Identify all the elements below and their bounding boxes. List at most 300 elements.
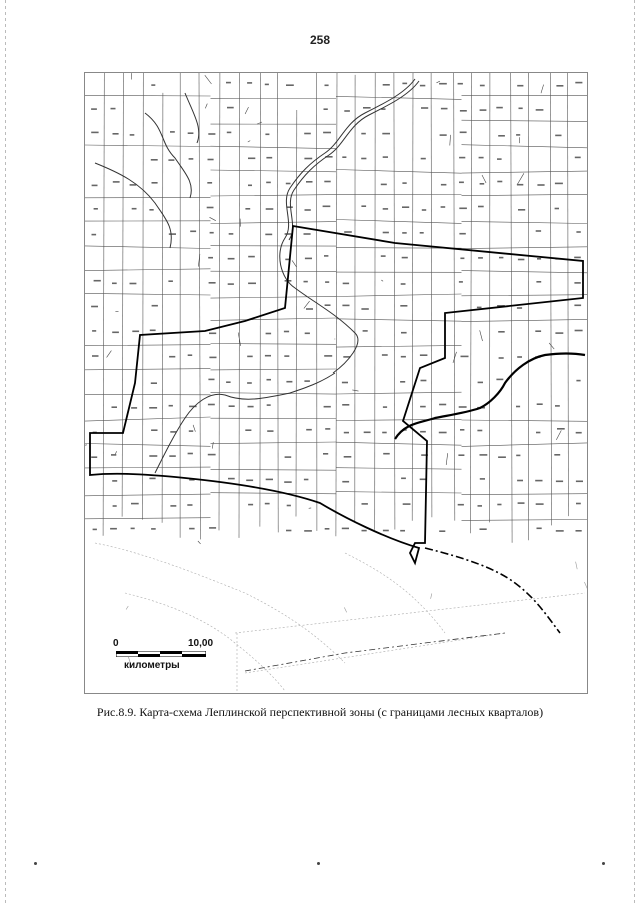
quarter-number-mark (169, 405, 173, 407)
quarter-number-mark (478, 206, 484, 208)
quarter-line-horizontal (211, 369, 337, 370)
quarter-number-mark (304, 479, 309, 481)
quarter-number-mark (342, 528, 349, 530)
quarter-number-mark (132, 208, 137, 210)
quarter-number-mark (229, 405, 235, 407)
quarter-number-mark (383, 208, 388, 210)
quarter-number-mark (286, 183, 291, 185)
quarter-number-mark (325, 528, 330, 530)
quarter-number-mark (420, 85, 425, 87)
quarter-number-mark (383, 84, 390, 86)
quarter-number-mark (576, 481, 583, 483)
quarter-number-mark (363, 107, 371, 109)
quarter-number-mark (325, 281, 329, 283)
quarter-number-mark (150, 330, 156, 332)
quarter-number-mark (130, 184, 137, 186)
quarter-number-mark (110, 528, 117, 530)
quarter-number-mark (209, 527, 216, 529)
quarter-line-vertical (412, 73, 413, 521)
quarter-number-mark (323, 206, 331, 208)
quarter-number-mark (94, 280, 101, 282)
quarter-number-mark (265, 234, 272, 236)
quarter-number-mark (496, 379, 503, 381)
quarter-number-mark (304, 380, 310, 382)
page-edge-right (634, 0, 635, 905)
quarter-number-mark (246, 480, 253, 482)
quarter-number-mark (151, 382, 157, 384)
quarter-number-mark (342, 156, 346, 158)
quarter-number-mark (479, 157, 484, 159)
page-mark (317, 862, 320, 865)
quarter-number-mark (131, 503, 139, 505)
quarter-number-mark (344, 456, 352, 458)
quarter-number-mark (574, 282, 580, 284)
quarter-number-mark (480, 454, 488, 456)
quarter-number-mark (131, 407, 137, 409)
quarter-number-mark (149, 209, 153, 211)
quarter-number-mark (460, 258, 464, 260)
quarter-line-vertical (260, 73, 261, 527)
quarter-number-mark (382, 133, 390, 135)
quarter-number-mark (285, 456, 292, 458)
quarter-number-mark (575, 330, 583, 332)
forest-map (84, 72, 588, 694)
quarter-number-mark (576, 231, 580, 233)
quarter-number-mark (284, 331, 289, 333)
quarter-line-vertical (277, 73, 278, 532)
quarter-number-mark (536, 281, 541, 283)
quarter-number-mark (498, 135, 505, 137)
quarter-number-mark (286, 84, 294, 86)
quarter-number-mark (574, 257, 581, 259)
quarter-number-mark (304, 233, 311, 235)
quarter-number-mark (131, 528, 135, 530)
quarter-number-mark (400, 381, 405, 383)
quarter-number-mark (402, 83, 407, 85)
quarter-number-mark (478, 505, 483, 507)
quarter-number-mark (557, 428, 565, 430)
map-stroke (431, 594, 432, 599)
map-stroke (248, 141, 250, 142)
quarter-number-mark (499, 357, 504, 359)
quarter-number-mark (151, 429, 157, 431)
quarter-number-mark (324, 406, 331, 408)
quarter-number-mark (324, 108, 328, 110)
quarter-line-horizontal (211, 170, 337, 172)
quarter-number-mark (421, 158, 426, 160)
quarter-number-mark (439, 83, 447, 85)
quarter-number-mark (92, 330, 96, 332)
quarter-number-mark (149, 455, 157, 457)
quarter-number-mark (517, 307, 522, 309)
quarter-number-mark (112, 283, 117, 285)
quarter-number-mark (439, 432, 447, 434)
map-stroke (517, 173, 524, 185)
quarter-number-mark (210, 232, 214, 234)
quarter-number-mark (459, 182, 464, 184)
quarter-line-horizontal (211, 469, 337, 470)
quarter-number-mark (228, 283, 234, 285)
quarter-number-mark (152, 305, 158, 307)
quarter-number-mark (305, 209, 311, 211)
quarter-number-mark (383, 453, 390, 455)
quarter-number-mark (113, 181, 120, 183)
map-stroke (193, 425, 195, 432)
quarter-number-mark (556, 85, 563, 87)
quarter-number-mark (286, 206, 292, 208)
map-stroke (482, 175, 486, 183)
quarter-number-mark (324, 255, 328, 257)
map-stroke (437, 81, 441, 83)
quarter-line-vertical (199, 73, 201, 539)
quarter-number-mark (460, 132, 467, 134)
quarter-number-mark (266, 182, 271, 184)
quarter-line-vertical (550, 73, 551, 525)
map-stroke (205, 104, 207, 109)
quarter-number-mark (401, 478, 406, 480)
quarter-number-mark (286, 381, 292, 383)
quarter-number-mark (91, 132, 98, 134)
quarter-number-mark (111, 108, 116, 110)
quarter-number-mark (113, 505, 117, 507)
quarter-number-mark (361, 158, 366, 160)
quarter-number-mark (402, 206, 409, 208)
quarter-number-mark (537, 403, 543, 405)
quarter-number-mark (536, 109, 544, 111)
quarter-number-mark (574, 305, 581, 307)
quarter-number-mark (555, 332, 563, 334)
map-stroke (210, 217, 216, 220)
quarter-number-mark (170, 505, 176, 507)
quarter-number-mark (383, 232, 389, 234)
quarter-number-mark (536, 503, 544, 505)
quarter-number-mark (267, 430, 273, 432)
quarter-number-mark (342, 404, 349, 406)
quarter-number-mark (420, 406, 426, 408)
quarter-number-mark (248, 406, 254, 408)
quarter-number-mark (362, 503, 368, 505)
quarter-number-mark (478, 382, 483, 384)
quarter-number-mark (306, 181, 313, 183)
quarter-number-mark (497, 158, 502, 160)
quarter-number-mark (459, 233, 465, 235)
map-stroke (541, 85, 544, 94)
quarter-number-mark (207, 182, 212, 184)
quarter-number-mark (460, 429, 464, 431)
quarter-number-mark (265, 355, 271, 357)
quarter-number-mark (342, 305, 349, 307)
quarter-number-mark (480, 528, 487, 530)
quarter-line-horizontal (85, 444, 211, 447)
quarter-number-mark (555, 135, 561, 137)
quarter-number-mark (382, 354, 388, 356)
quarter-number-mark (535, 330, 541, 332)
quarter-number-mark (265, 134, 269, 136)
quarter-number-mark (189, 158, 194, 160)
quarter-number-mark (207, 207, 214, 209)
quarter-number-mark (170, 431, 176, 433)
quarter-line-horizontal (462, 194, 588, 195)
quarter-number-mark (324, 355, 332, 357)
quarter-number-mark (518, 209, 525, 211)
quarter-number-mark (208, 404, 215, 406)
quarter-number-mark (91, 306, 98, 308)
quarter-number-mark (536, 230, 541, 232)
quarter-number-mark (229, 233, 234, 235)
quarter-number-mark (576, 503, 581, 505)
quarter-number-mark (151, 84, 155, 86)
quarter-line-vertical (219, 73, 220, 530)
quarter-number-mark (478, 257, 483, 259)
quarter-number-mark (499, 257, 503, 259)
dash-dot-road (425, 548, 560, 633)
quarter-line-vertical (568, 73, 569, 516)
quarter-number-mark (188, 453, 193, 455)
quarter-number-mark (480, 109, 487, 111)
quarter-number-mark (91, 108, 97, 110)
quarter-number-mark (517, 184, 523, 186)
quarter-number-mark (91, 456, 97, 458)
quarter-number-mark (361, 133, 366, 135)
quarter-number-mark (516, 134, 520, 136)
quarter-line-vertical (431, 73, 432, 517)
quarter-number-mark (440, 134, 447, 136)
quarter-number-mark (537, 528, 542, 530)
quarter-number-mark (342, 481, 349, 483)
quarter-line-vertical (511, 73, 512, 543)
quarter-number-mark (441, 108, 448, 110)
quarter-number-mark (92, 185, 98, 187)
quarter-line-horizontal (85, 467, 211, 468)
quarter-number-mark (304, 133, 311, 135)
quarter-line-horizontal (85, 417, 211, 421)
quarter-number-mark (247, 382, 252, 384)
quarter-number-mark (94, 208, 98, 210)
quarter-line-horizontal (85, 494, 211, 496)
quarter-number-mark (304, 158, 312, 160)
quarter-number-mark (400, 305, 407, 307)
quarter-number-mark (325, 304, 331, 306)
map-stroke (584, 582, 587, 590)
quarter-number-mark (306, 429, 312, 431)
quarter-line-horizontal (211, 222, 337, 224)
quarter-number-mark (208, 257, 213, 259)
map-stroke (480, 330, 483, 341)
page-mark (602, 862, 605, 865)
quarter-number-mark (402, 232, 407, 234)
quarter-number-mark (556, 530, 564, 532)
scale-bar (116, 651, 206, 657)
quarter-number-mark (208, 379, 214, 381)
quarter-line-vertical (375, 73, 376, 530)
quarter-number-mark (168, 280, 173, 282)
quarter-number-mark (458, 504, 464, 506)
quarter-line-horizontal (211, 344, 337, 345)
quarter-number-mark (209, 357, 216, 359)
quarter-line-horizontal (85, 95, 211, 96)
quarter-number-mark (93, 529, 97, 531)
quarter-number-mark (576, 530, 582, 532)
quarter-number-mark (536, 432, 540, 434)
quarter-line-vertical (394, 73, 395, 530)
page-edge-left (5, 0, 6, 905)
quarter-number-mark (169, 455, 176, 457)
quarter-number-mark (266, 208, 274, 210)
quarter-number-mark (537, 184, 544, 186)
quarter-number-mark (189, 430, 193, 432)
quarter-number-mark (151, 159, 158, 161)
quarter-number-mark (208, 159, 214, 161)
quarter-line-horizontal (85, 518, 211, 519)
quarter-line-horizontal (211, 393, 337, 395)
quarter-number-mark (227, 107, 234, 109)
quarter-number-mark (439, 404, 446, 406)
quarter-number-mark (112, 332, 119, 334)
map-stroke (556, 430, 561, 440)
quarter-number-mark (361, 308, 368, 310)
quarter-number-mark (516, 455, 520, 457)
quarter-number-mark (267, 404, 271, 406)
quarter-number-mark (267, 379, 272, 381)
quarter-number-mark (496, 107, 503, 109)
quarter-number-mark (208, 454, 216, 456)
quarter-line-horizontal (211, 195, 337, 196)
quarter-number-mark (245, 429, 251, 431)
quarter-number-mark (480, 478, 485, 480)
quarter-number-mark (498, 456, 506, 458)
quarter-number-mark (228, 478, 235, 480)
quarter-number-mark (477, 307, 482, 309)
quarter-number-mark (284, 355, 289, 357)
quarter-number-mark (576, 380, 580, 382)
quarter-number-mark (152, 182, 158, 184)
quarter-number-mark (325, 428, 330, 430)
quarter-number-mark (458, 83, 463, 85)
quarter-line-horizontal (462, 145, 588, 148)
quarter-number-mark (305, 333, 310, 335)
quarter-number-mark (439, 530, 445, 532)
quarter-number-mark (381, 184, 387, 186)
scale-label-zero: 0 (113, 638, 119, 649)
quarter-line-vertical (103, 73, 104, 536)
quarter-number-mark (304, 530, 312, 532)
quarter-number-mark (247, 82, 252, 84)
map-stroke (198, 541, 201, 544)
quarter-number-mark (497, 181, 502, 183)
quarter-number-mark (266, 157, 272, 159)
quarter-number-mark (441, 184, 447, 186)
quarter-number-mark (458, 454, 464, 456)
quarter-number-mark (248, 283, 256, 285)
map-stroke (205, 75, 212, 84)
map-stroke (352, 390, 358, 391)
quarter-number-mark (169, 233, 176, 235)
quarter-number-mark (480, 183, 485, 185)
quarter-number-mark (516, 406, 520, 408)
map-stroke (576, 562, 578, 570)
quarter-number-mark (517, 356, 522, 358)
quarter-number-mark (209, 333, 216, 335)
quarter-number-mark (324, 181, 330, 183)
quarter-number-mark (441, 206, 446, 208)
quarter-number-mark (361, 205, 366, 207)
quarter-number-mark (112, 480, 117, 482)
quarter-line-vertical (239, 73, 240, 538)
quarter-number-mark (401, 332, 407, 334)
map-stroke (344, 607, 346, 612)
quarter-number-mark (190, 231, 196, 233)
quarter-number-mark (325, 85, 329, 87)
quarter-number-mark (188, 132, 194, 134)
quarter-number-mark (285, 233, 292, 235)
quarter-number-mark (113, 133, 119, 135)
quarter-number-mark (383, 406, 387, 408)
quarter-number-mark (402, 182, 406, 184)
map-stroke (381, 280, 383, 281)
quarter-line-horizontal (211, 296, 337, 298)
map-stroke (453, 352, 457, 363)
quarter-number-mark (209, 282, 216, 284)
quarter-number-mark (247, 356, 253, 358)
map-stroke (450, 135, 451, 146)
quarter-line-vertical (143, 73, 144, 520)
quarter-number-mark (383, 156, 388, 158)
quarter-number-mark (422, 209, 426, 211)
quarter-number-mark (364, 432, 371, 434)
quarter-number-mark (459, 157, 465, 159)
quarter-number-mark (459, 208, 467, 210)
quarter-line-horizontal (211, 442, 337, 444)
quarter-number-mark (304, 281, 308, 283)
quarter-number-mark (245, 208, 250, 210)
quarter-number-mark (460, 110, 467, 112)
quarter-number-mark (421, 380, 427, 382)
map-stroke (107, 351, 112, 358)
quarter-number-mark (248, 504, 253, 506)
quarter-number-mark (227, 132, 232, 134)
quarter-number-mark (305, 258, 312, 260)
quarter-number-mark (556, 481, 563, 483)
river (95, 79, 419, 473)
quarter-number-mark (421, 107, 428, 109)
quarter-number-mark (480, 85, 485, 87)
page-number: 258 (309, 33, 331, 47)
quarter-number-mark (149, 407, 157, 409)
map-stroke (549, 343, 554, 349)
quarter-number-mark (111, 454, 116, 456)
quarter-number-mark (517, 85, 523, 87)
map-stroke (212, 442, 213, 449)
quarter-number-mark (555, 208, 559, 210)
quarter-line-horizontal (211, 318, 337, 320)
quarter-number-mark (575, 82, 582, 84)
quarter-number-mark (306, 308, 313, 310)
quarter-number-mark (344, 231, 352, 233)
quarter-number-mark (517, 480, 523, 482)
page-mark (34, 862, 37, 865)
quarter-number-mark (284, 481, 292, 483)
quarter-number-mark (363, 330, 368, 332)
quarter-number-mark (151, 528, 156, 530)
quarter-number-mark (266, 333, 272, 335)
quarter-number-mark (519, 108, 523, 110)
quarter-number-mark (112, 406, 118, 408)
quarter-number-mark (266, 479, 273, 481)
quarter-number-mark (383, 530, 389, 532)
quarter-number-mark (92, 234, 97, 236)
map-stroke (304, 301, 310, 308)
quarter-number-mark (342, 382, 348, 384)
